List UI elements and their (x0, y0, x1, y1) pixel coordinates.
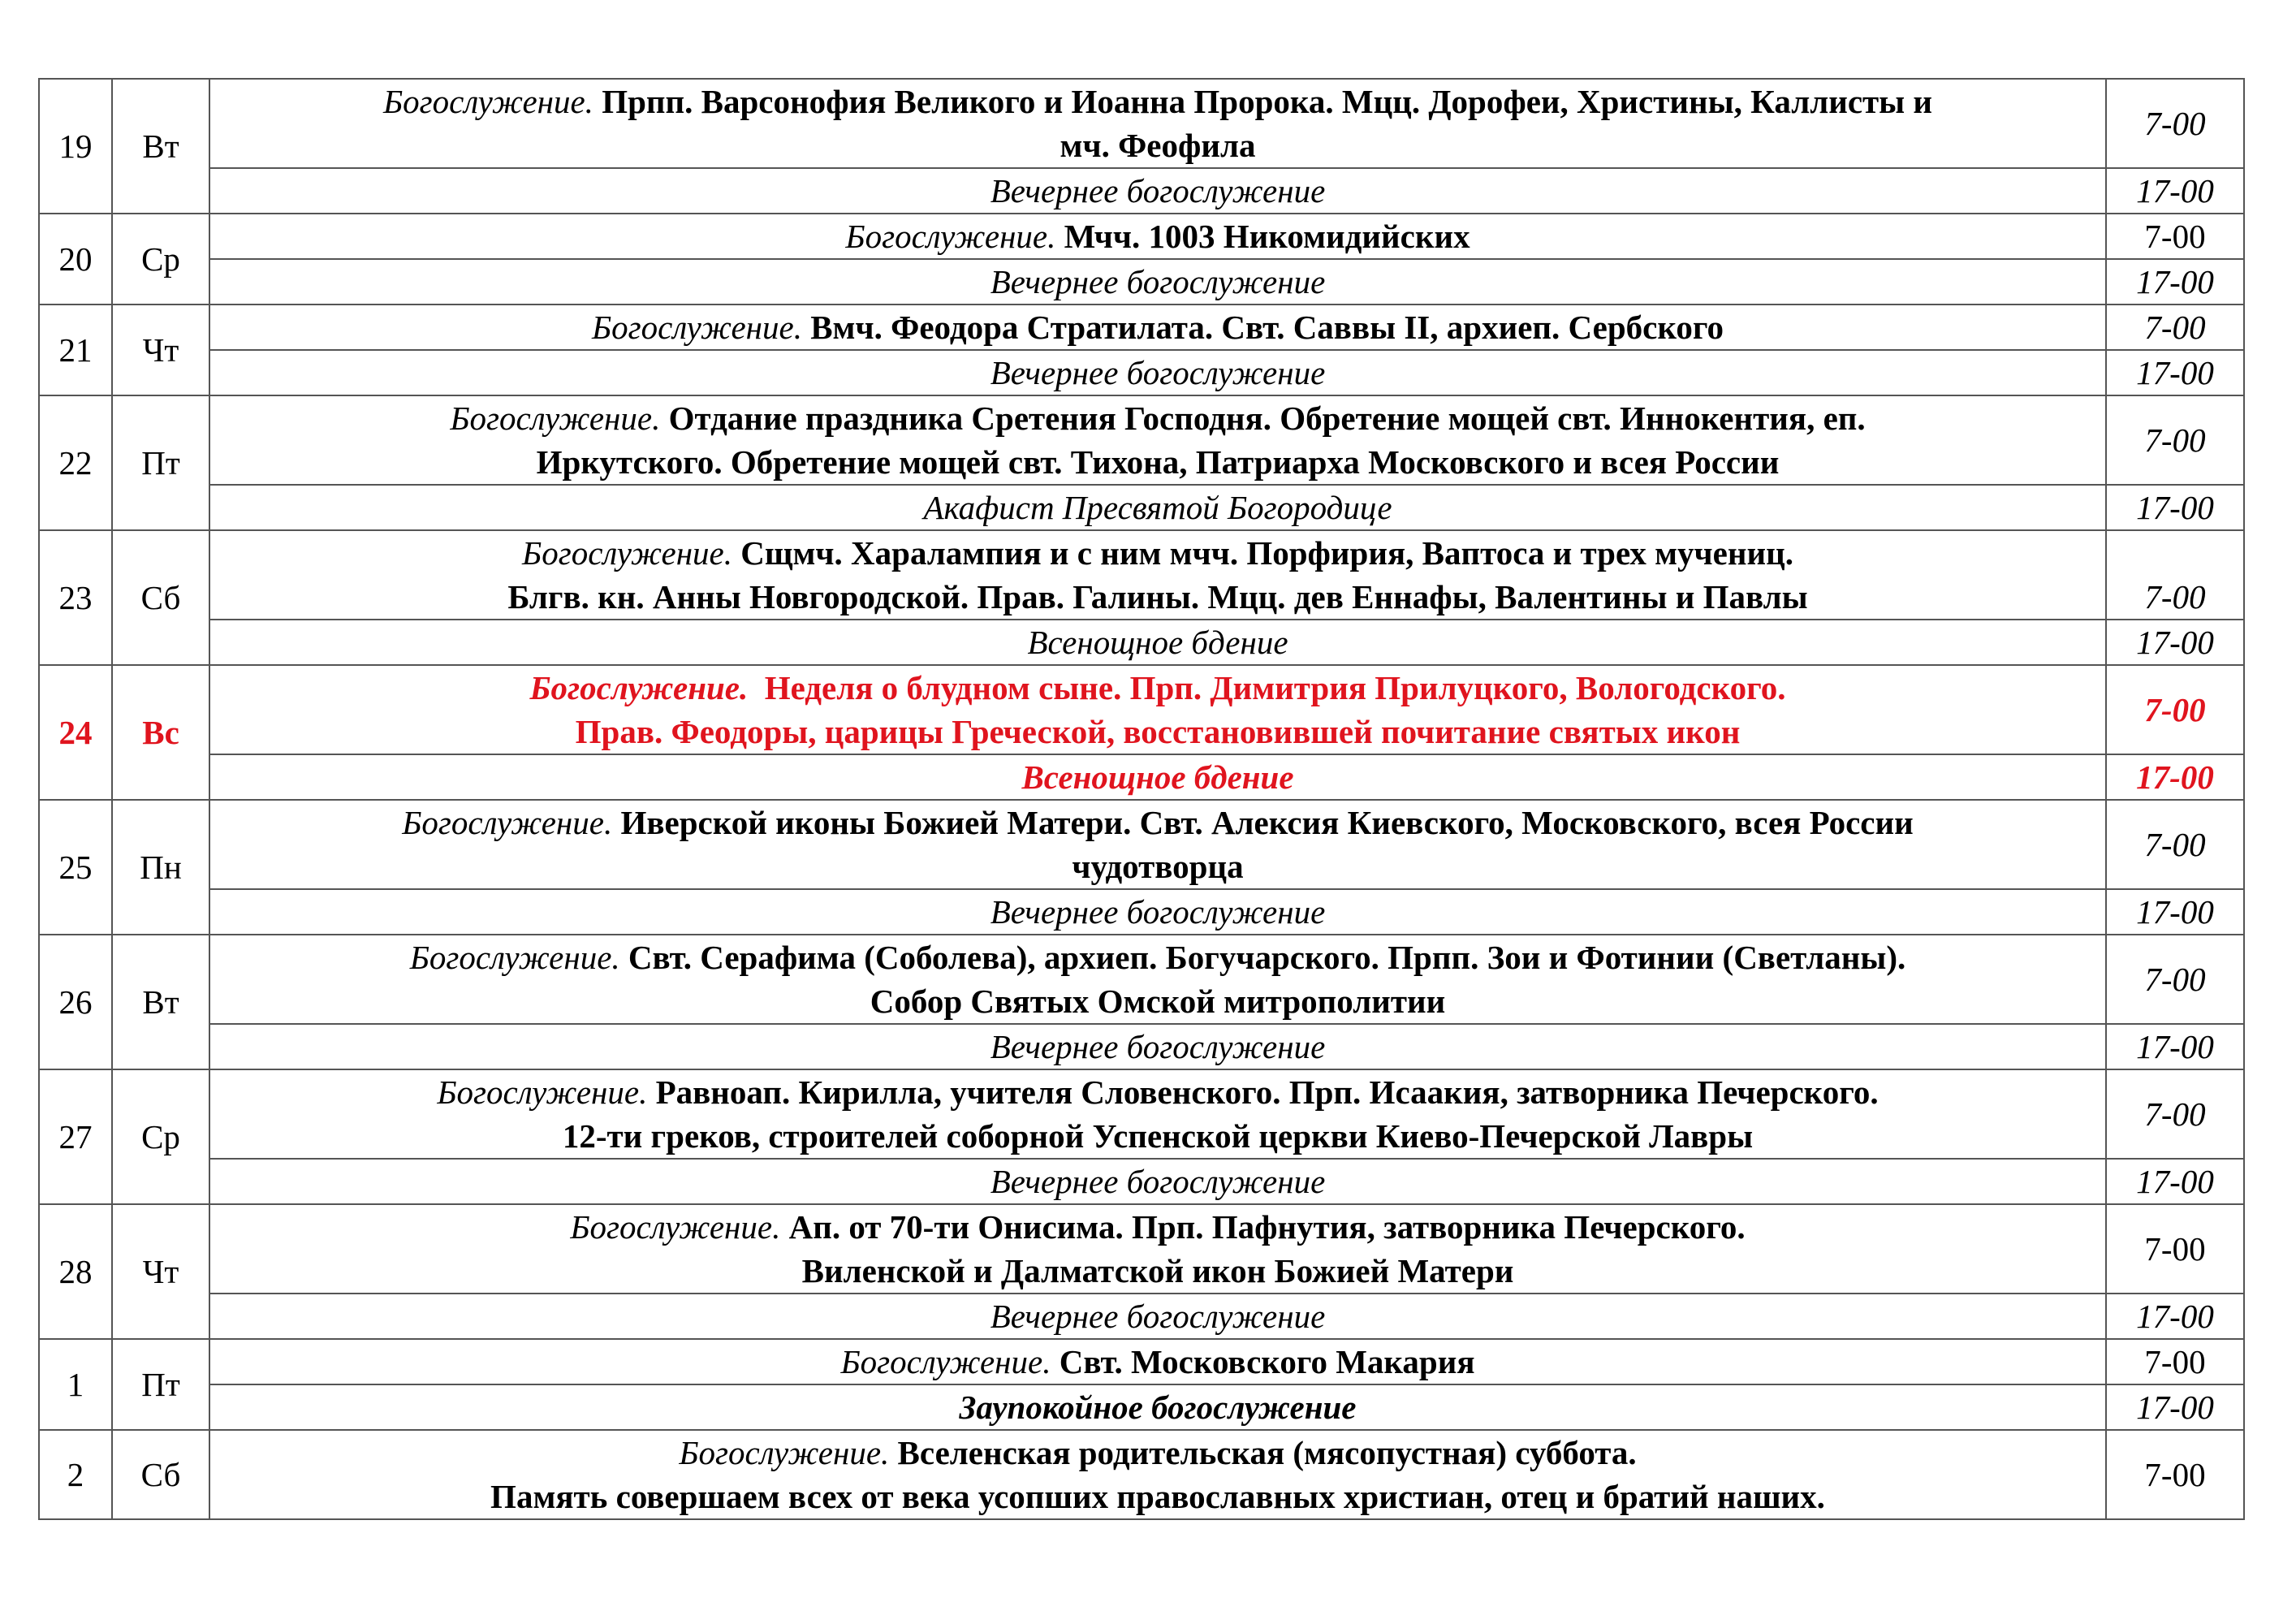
evening-time: 17-00 (2106, 259, 2244, 304)
saints-line: Виленской и Далматской икон Божией Матери (801, 1252, 1514, 1289)
evening-row (39, 620, 2244, 665)
saints-line: Иверской иконы Божией Матери. Свт. Алексия Киевского, Московского, всея России (620, 804, 1914, 841)
evening-service: Вечернее богослужение (209, 259, 2106, 304)
evening-service: Вечернее богослужение (209, 1159, 2106, 1204)
service-label: Богослужение. (840, 1343, 1051, 1380)
evening-time: 17-00 (2106, 889, 2244, 935)
day-description (209, 395, 2106, 485)
main-time: 7-00 (2106, 1204, 2244, 1294)
day-weekday: Сб (112, 1430, 209, 1519)
day-description (209, 1069, 2106, 1159)
service-label: Богослужение. (437, 1073, 648, 1111)
evening-time: 17-00 (2106, 1159, 2244, 1204)
evening-row (39, 1384, 2244, 1430)
service-label: Богослужение. (679, 1434, 890, 1471)
day-date: 21 (39, 304, 112, 395)
main-time: 7-00 (2106, 1339, 2244, 1384)
evening-service: Вечернее богослужение (209, 1024, 2106, 1069)
saints-line: Ап. от 70-ти Онисима. Прп. Пафнутия, затворника Печерского. (788, 1208, 1746, 1246)
evening-service: Всенощное бдение (209, 620, 2106, 665)
day-weekday: Ср (112, 214, 209, 304)
day-description (209, 935, 2106, 1024)
saints-line: 12-ти греков, строителей соборной Успенской церкви Киево-Печерской Лавры (562, 1117, 1754, 1155)
day-weekday: Пт (112, 395, 209, 530)
schedule-table (38, 78, 2245, 1520)
saints-line: Собор Святых Омской митрополитии (870, 983, 1446, 1020)
evening-row (39, 168, 2244, 214)
day-row (39, 304, 2244, 350)
saints-line: Мчч. 1003 Никомидийских (1064, 218, 1470, 255)
saints-line: Прпп. Варсонофия Великого и Иоанна Пророка. Мцц. Дорофеи, Христины, Каллисты и (602, 83, 1933, 120)
service-label: Богослужение. (382, 83, 593, 120)
evening-service: Вечернее богослужение (209, 350, 2106, 395)
main-time: 7-00 (2106, 214, 2244, 259)
day-date: 27 (39, 1069, 112, 1204)
saints-line: Сщмч. Харалампия и с ним мчч. Порфирия, Вaптоса и трех мучениц. (740, 534, 1793, 572)
evening-time: 17-00 (2106, 168, 2244, 214)
service-label: Богослужение. (409, 939, 620, 976)
day-description (209, 530, 2106, 620)
day-date: 20 (39, 214, 112, 304)
day-row-sunday (39, 665, 2244, 754)
day-description (209, 1430, 2106, 1519)
day-row (39, 214, 2244, 259)
day-weekday: Ср (112, 1069, 209, 1204)
evening-time: 17-00 (2106, 1294, 2244, 1339)
day-weekday: Вс (112, 665, 209, 800)
evening-service: Акафист Пресвятой Богородице (209, 485, 2106, 530)
evening-service: Вечернее богослужение (209, 168, 2106, 214)
saints-line: Неделя о блудном сыне. Прп. Димитрия Прилуцкого, Вологодского. (764, 669, 1786, 706)
main-time: 7-00 (2106, 800, 2244, 889)
saints-line: Свт. Серафима (Соболева), архиеп. Богучарского. Прпп. Зои и Фотинии (Светланы). (628, 939, 1906, 976)
service-label: Богослужение. (845, 218, 1056, 255)
main-time: 7-00 (2106, 79, 2244, 168)
main-time: 7-00 (2106, 1069, 2244, 1159)
day-weekday: Вт (112, 935, 209, 1069)
day-row (39, 530, 2244, 620)
evening-time: 17-00 (2106, 1384, 2244, 1430)
evening-service: Вечернее богослужение (209, 889, 2106, 935)
day-row (39, 800, 2244, 889)
saints-line: Равноап. Кирилла, учителя Словенского. Прп. Исаакия, затворника Печерского. (655, 1073, 1879, 1111)
evening-row (39, 350, 2244, 395)
day-row (39, 1339, 2244, 1384)
saints-line: Блгв. кн. Анны Новгородской. Прав. Галины. Мцц. дев Еннафы, Валентины и Павлы (507, 578, 1808, 615)
day-description (209, 1204, 2106, 1294)
saints-line: Вселенская родительская (мясопустная) суббота. (897, 1434, 1637, 1471)
evening-row (39, 485, 2244, 530)
day-description (209, 214, 2106, 259)
evening-row (39, 1024, 2244, 1069)
evening-time: 17-00 (2106, 620, 2244, 665)
evening-row (39, 754, 2244, 800)
saints-line: мч. Феофила (1060, 127, 1256, 164)
service-label: Богослужение. (591, 309, 802, 346)
service-label: Богослужение. (529, 669, 749, 706)
service-label: Богослужение. (570, 1208, 781, 1246)
day-date: 26 (39, 935, 112, 1069)
service-label: Богослужение. (450, 400, 661, 437)
main-time: 7-00 (2106, 304, 2244, 350)
day-row (39, 935, 2244, 1024)
saints-line: Отдание праздника Сретения Господня. Обретение мощей свт. Иннокентия, еп. (668, 400, 1866, 437)
evening-time: 17-00 (2106, 754, 2244, 800)
day-weekday: Чт (112, 304, 209, 395)
day-row (39, 395, 2244, 485)
main-time: 7-00 (2106, 395, 2244, 485)
day-weekday: Пт (112, 1339, 209, 1430)
day-weekday: Чт (112, 1204, 209, 1339)
day-date: 28 (39, 1204, 112, 1339)
day-weekday: Вт (112, 79, 209, 214)
day-description (209, 304, 2106, 350)
main-time: 7-00 (2106, 530, 2244, 620)
saints-line: Память совершаем всех от века усопших православных христиан, отец и братий наших. (490, 1478, 1825, 1515)
day-row (39, 79, 2244, 168)
evening-row (39, 1294, 2244, 1339)
saints-line: Прав. Феодоры, царицы Греческой, восстановившей почитание святых икон (575, 713, 1741, 750)
day-description (209, 800, 2106, 889)
day-date: 25 (39, 800, 112, 935)
day-weekday: Сб (112, 530, 209, 665)
saints-line: Вмч. Феодора Стратилата. Свт. Саввы II, архиеп. Сербского (810, 309, 1724, 346)
evening-row (39, 259, 2244, 304)
day-date: 23 (39, 530, 112, 665)
main-time: 7-00 (2106, 665, 2244, 754)
day-row (39, 1204, 2244, 1294)
saints-line: Иркутского. Обретение мощей свт. Тихона, Патриарха Московского и всея России (536, 443, 1780, 481)
saints-line: Свт. Московского Макария (1059, 1343, 1475, 1380)
evening-service: Всенощное бдение (209, 754, 2106, 800)
day-date: 19 (39, 79, 112, 214)
day-date: 1 (39, 1339, 112, 1430)
day-description (209, 665, 2106, 754)
evening-time: 17-00 (2106, 1024, 2244, 1069)
evening-row (39, 889, 2244, 935)
service-label: Богослужение. (402, 804, 613, 841)
evening-row (39, 1159, 2244, 1204)
day-date: 2 (39, 1430, 112, 1519)
saints-line: чудотворца (1072, 848, 1244, 885)
day-description (209, 79, 2106, 168)
day-date: 22 (39, 395, 112, 530)
evening-time: 17-00 (2106, 485, 2244, 530)
main-time: 7-00 (2106, 935, 2244, 1024)
evening-service: Заупокойное богослужение (209, 1384, 2106, 1430)
day-weekday: Пн (112, 800, 209, 935)
day-description (209, 1339, 2106, 1384)
evening-service: Вечернее богослужение (209, 1294, 2106, 1339)
main-time: 7-00 (2106, 1430, 2244, 1519)
evening-time: 17-00 (2106, 350, 2244, 395)
day-date: 24 (39, 665, 112, 800)
day-row (39, 1069, 2244, 1159)
service-label: Богослужение. (522, 534, 733, 572)
day-row (39, 1430, 2244, 1519)
